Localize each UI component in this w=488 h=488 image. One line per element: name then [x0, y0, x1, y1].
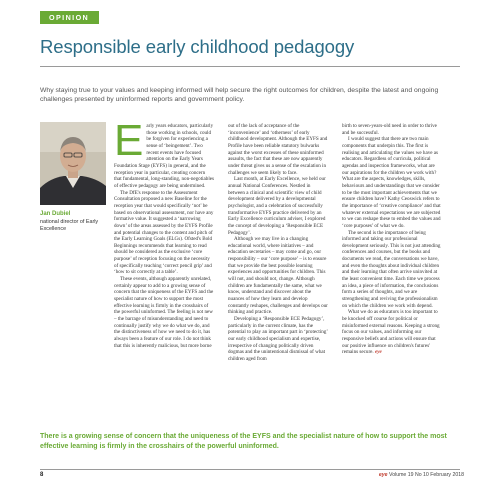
standfirst: Why staying true to your values and keeping informed will help secure the right outcomes for children, despite the latest and ongoing challenges presented by uninformed reports and government policy. [40, 87, 439, 103]
author-portrait-image [40, 122, 106, 205]
footer-issue [379, 472, 464, 478]
body-paragraph: The DfE's response to the Assessment Consultation proposed a new Baseline for the reception year that would specifically ‘not’ be based on observational assessment, nor have any formative value. It suggested a ‘narrowing down’ of the areas assessed by the EYFS Profile and potential changes to the content and pitch of the Early Learning Goals (ELGs). Ofsted's Bold Beginnings recommends that learning to read should be considered as the exclusive ‘core purpose’ of reception focusing on the necessity of specifically teaching ‘correct pencil grip’ and ‘how to sit correctly at a table’. [114, 189, 214, 276]
article-column-3 [342, 123, 442, 356]
body-paragraph: arly years educators, particularly those working in schools, could be forgiven for experiencing a sense of ‘beingement’. Two recent events have focused attention on the Early Years Foundation Stage (EYFS) in general, and the reception year in particular, creating concern that fundamental, long-standing, non-negotiables of effective pedagogy are being undermined. [114, 123, 215, 189]
body-paragraph: Developing a ‘Responsible ECE Pedagogy’, particularly in the current climate, has the potential to play an important part in ‘protecting’ our early childhood specialism and expertise, irrespective of changing politically driven dogmas and the unintentional dismissal of what children aged from [228, 316, 328, 362]
body-paragraph: Although we may live in a changing educational world, where initiatives – and education secretaries – may come and go, our responsibility – our ‘core purpose’ – is to ensure that we provide the best possible learning experiences and opportunities for children. This will not, and should not, change. Although children are fundamentally the same, what we know, understand and discover about the nuances of how they learn and develop constantly reshapes, challenges and develops our thinking and practice. [228, 236, 328, 316]
body-paragraph: I would suggest that there are two main components that underpin this. The first is realising and articulating the values we have as educators. Regardless of curricula, political agendas and inspection frameworks, what are our aspirations for the children we work with? What are the aspects, knowledges, skills, behaviours and understandings that we consider to be the most important achievements that we ensure children have? Kathy Ceoswick refers to the importance of ‘creative compliance’ and that whatever external expectations we are subjected to we can reshape these to embed the values and ‘core purposes’ of what we do. [342, 136, 441, 229]
body-paragraph: The second is the importance of being informed and taking our professional development seriously. This is not just attending conferences and courses, but the books and documents we read, the conversations we have, and even the thoughts about individual children and their learning that often arrive uninvited at the least convenient time. Each time we process an idea, a piece of information, the conclusions form a series of thoughts, and we are strengthening and reviving the professionalism on which the children we work with depend. [342, 229, 441, 309]
article-column-2 [228, 123, 328, 363]
author-photo [40, 122, 106, 205]
article-title: Responsible early childhood pedagogy [40, 36, 355, 57]
body-paragraph: birth to seven-years-old need in order to thrive and be successful. [342, 123, 437, 136]
page-number: 8 [40, 472, 44, 478]
body-paragraph: out of the lack of acceptance of the ‘inconvenience’ and ‘otherness’ of early childhood development. Although the EYFS and Profile have been reliable statutory bulwarks against the worst excesses of these uninformed assaults, the fact that these are now apparently under threat gives us a sense of the escalation in challenges we seem likely to face. [228, 123, 328, 176]
footer-divider [40, 469, 460, 470]
pull-quote: There is a growing sense of concern that the uniqueness of the EYFS and the specialist nature of how to support the most effective learning is firmly in the crosshairs of the powerful uninformed. [40, 433, 447, 450]
body-paragraph: What we do as educators is too important to be knocked off course for political or misinformed external reasons. Keeping a strong focus on our values, and informing our responsive beliefs and actions will ensure that our positive influence on children's futures' remains secure. [342, 309, 440, 356]
title-divider [40, 66, 460, 67]
article-column-1 [114, 116, 215, 349]
drop-cap: E [114, 116, 144, 165]
footer-issue-text: Volume 19 No 10 February 2018 [389, 472, 464, 478]
author-role: national director of Early Excellence [40, 219, 99, 232]
section-label: OPINION [40, 11, 99, 24]
body-paragraph: These events, although apparently unrelated, certainly appear to add to a growing sense of concern that the uniqueness of the EYFS and the specialist nature of how to support the most effective learning is firmly in the crosshairs of the powerful uninformed. The feeling is not new – the barrage of misunderstanding and need to continually justify why we do what we do, and the distinctiveness of how we need to do it, has always been a feature of our role. I do not think that this is inherently malicious, but more borne [114, 276, 214, 349]
end-mark: eye [374, 349, 382, 356]
footer-brand: eye [378, 472, 388, 478]
author-name: Jan Dubiel [40, 211, 71, 217]
body-paragraph: Last month, at Early Excellence, we held our annual National Conferences. Nestled in between a clinical and scientific view of child development delivered by a developmental psychologist, and a celebration of successfully transformative EYFS practice delivered by an Early Excellence curriculum adviser, I explored the concept of developing a ‘Responsible ECE Pedagogy’. [228, 176, 326, 236]
